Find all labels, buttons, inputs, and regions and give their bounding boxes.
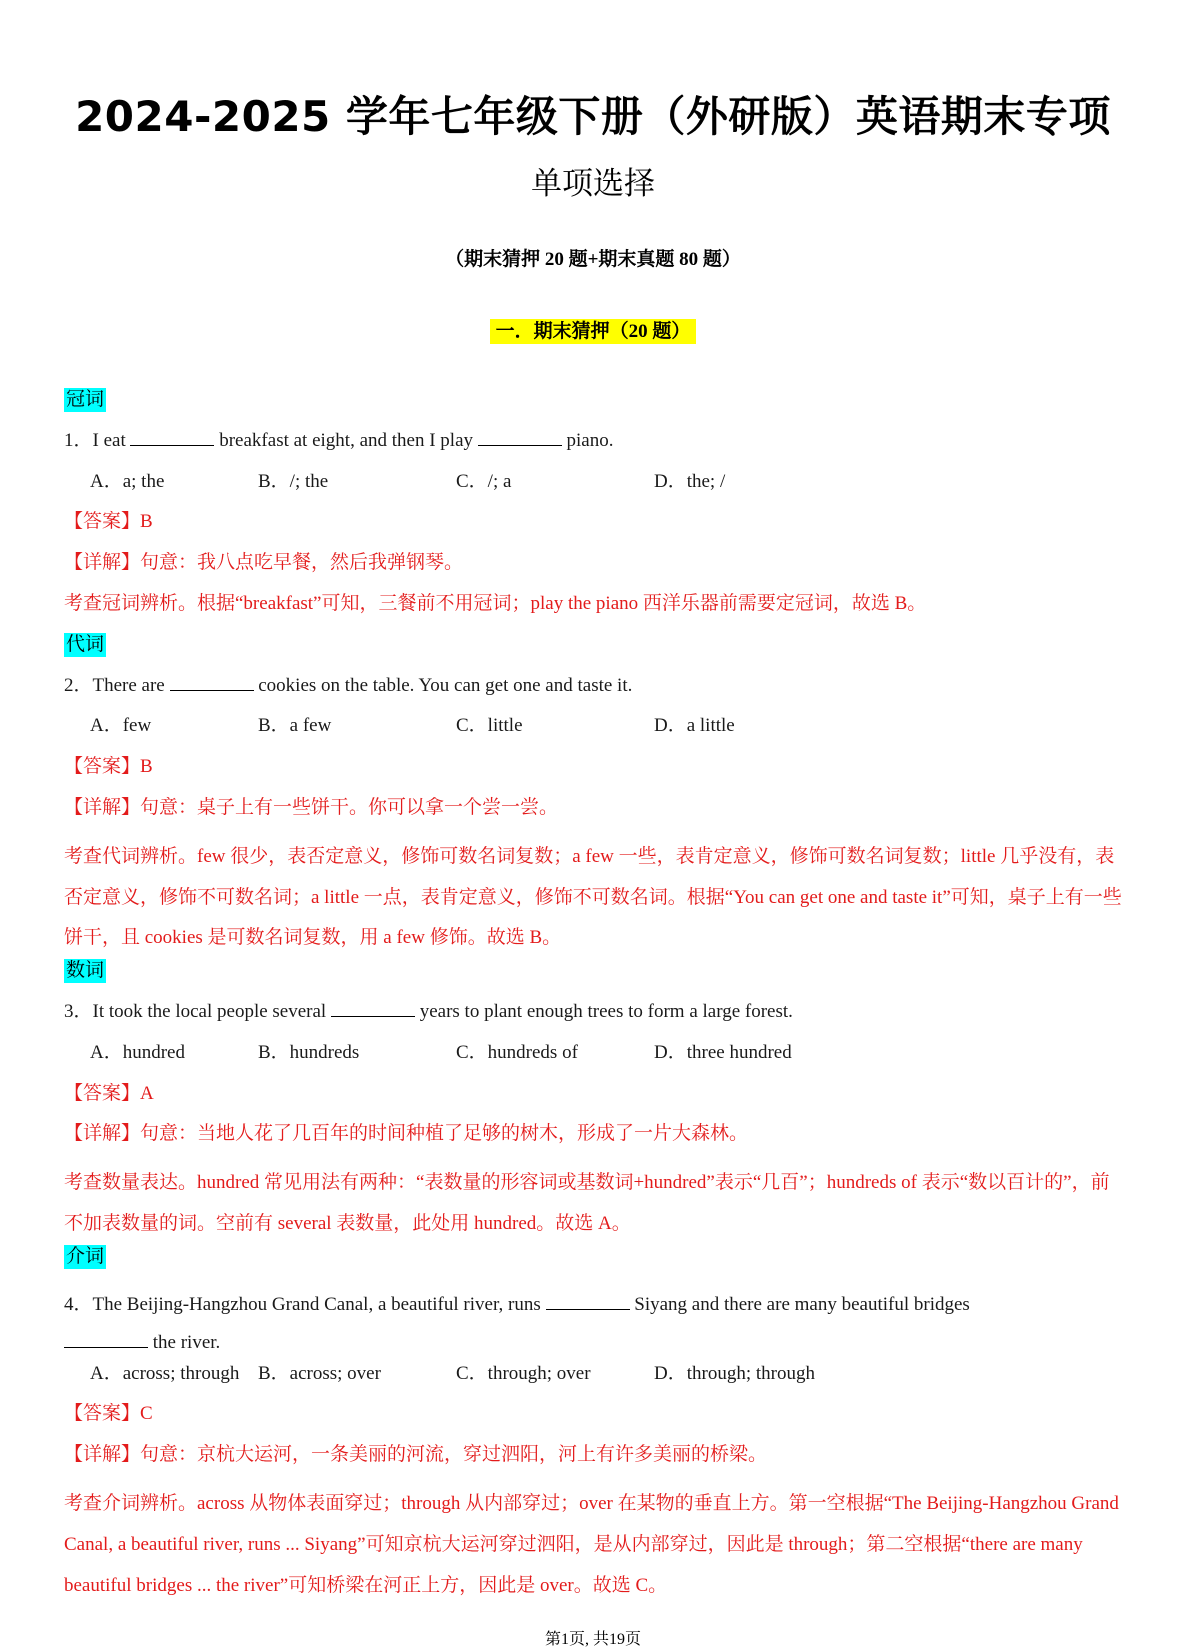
- page-footer: 第1页, 共19页: [544, 1631, 641, 1648]
- question-stem: 1．I eat breakfast at eight, and then I play piano.: [64, 429, 614, 451]
- option-a: A．across; through: [90, 1362, 240, 1384]
- option-d: D．a little: [654, 715, 735, 737]
- option-d: D．three hundred: [654, 1041, 792, 1063]
- question-1: [64, 388, 1124, 633]
- question-stem: 4．The Beijing-Hangzhou Grand Canal, a beautiful river, runs Siyang and there are many beautiful bridges the river.: [64, 1293, 970, 1353]
- answer: 【答案】B: [64, 511, 153, 533]
- detail: 【详解】句意：京杭大运河，一条美丽的河流，穿过泗阳，河上有许多美丽的桥梁。: [64, 1444, 768, 1466]
- explanation: 考查数量表达。hundred 常见用法有两种：“表数量的形容词或基数词+hundred”表示“几百”；hundreds of 表示“数以百计的”，前不加表数量的词。空前有 several 表数量，此处用 hundred。故选 A。: [64, 1172, 1110, 1234]
- section-heading-text: 一．期末猜押（20 题）: [490, 319, 697, 344]
- category-tag: 冠词: [66, 389, 105, 410]
- option-b: B．/; the: [258, 470, 329, 492]
- option-c: C．little: [456, 715, 523, 737]
- answer-blank: [170, 674, 254, 691]
- category-tag: 介词: [66, 1245, 105, 1267]
- answer-blank: [546, 1293, 630, 1310]
- options: [64, 1362, 1124, 1403]
- options: [64, 1041, 1124, 1082]
- option-d: D．the; /: [654, 470, 726, 492]
- explanation: 考查冠词辨析。根据“breakfast”可知，三餐前不用冠词；play the piano 西洋乐器前需要定冠词，故选 B。: [64, 592, 927, 614]
- option-d: D．through; through: [654, 1362, 815, 1384]
- question-3: [64, 959, 1124, 1245]
- answer-blank: [130, 429, 214, 446]
- option-c: C．hundreds of: [456, 1041, 578, 1063]
- section-heading: [0, 316, 1186, 343]
- detail: 【详解】句意：桌子上有一些饼干。你可以拿一个尝一尝。: [64, 796, 559, 818]
- answer: 【答案】A: [64, 1082, 154, 1104]
- options: [64, 470, 1124, 511]
- explanation: 考查介词辨析。across 从物体表面穿过；through 从内部穿过；over 在某物的垂直上方。第一空根据“The Beijing-Hangzhou Grand Canal, a beautiful river, runs ... Siyang”可知京杭大运河穿过泗阳，是从内部穿过，因此是 through；第二空根据“there are many beautiful bridges ... the river”可知桥梁在河正上方，因此是 over。故选 C。: [64, 1492, 1119, 1596]
- option-b: B．a few: [258, 715, 332, 737]
- question-list: [64, 388, 1124, 1606]
- category-tag: 数词: [66, 960, 105, 982]
- option-a: A．a; the: [90, 470, 165, 492]
- document-subtitle: 单项选择: [531, 166, 655, 202]
- document-title: 2024-2025 学年七年级下册（外研版）英语期末专项: [75, 92, 1111, 141]
- option-c: C．/; a: [456, 470, 512, 492]
- category-tag: 代词: [66, 633, 105, 655]
- option-a: A．few: [90, 715, 152, 737]
- option-b: B．across; over: [258, 1362, 381, 1384]
- question-stem: 3．It took the local people several years to plant enough trees to form a large forest.: [64, 1000, 793, 1022]
- explanation: 考查代词辨析。few 很少，表否定意义，修饰可数名词复数；a few 一些，表肯定意义，修饰可数名词复数；little 几乎没有，表否定意义，修饰不可数名词；a little 一点，表肯定意义，修饰不可数名词。根据“You can get one and taste it”可知，桌子上有一些饼干，且 cookies 是可数名词复数，用 a few 修饰。故选 B。: [64, 845, 1122, 949]
- question-count-note: （期末猜押 20 题+期末真题 80 题）: [445, 249, 741, 270]
- option-c: C．through; over: [456, 1362, 591, 1384]
- option-b: B．hundreds: [258, 1041, 360, 1063]
- detail: 【详解】句意：我八点吃早餐，然后我弹钢琴。: [64, 552, 464, 574]
- detail: 【详解】句意：当地人花了几百年的时间种植了足够的树木，形成了一片大森林。: [64, 1123, 749, 1145]
- option-a: A．hundred: [90, 1041, 185, 1063]
- answer-blank: [64, 1331, 148, 1348]
- question-4: [64, 1245, 1124, 1607]
- answer-blank: [478, 429, 562, 446]
- options: [64, 714, 1124, 755]
- question-stem: 2．There are cookies on the table. You can get one and taste it.: [64, 674, 633, 696]
- answer: 【答案】B: [64, 756, 153, 778]
- answer-blank: [331, 1000, 415, 1017]
- answer: 【答案】C: [64, 1403, 153, 1425]
- question-2: [64, 633, 1124, 959]
